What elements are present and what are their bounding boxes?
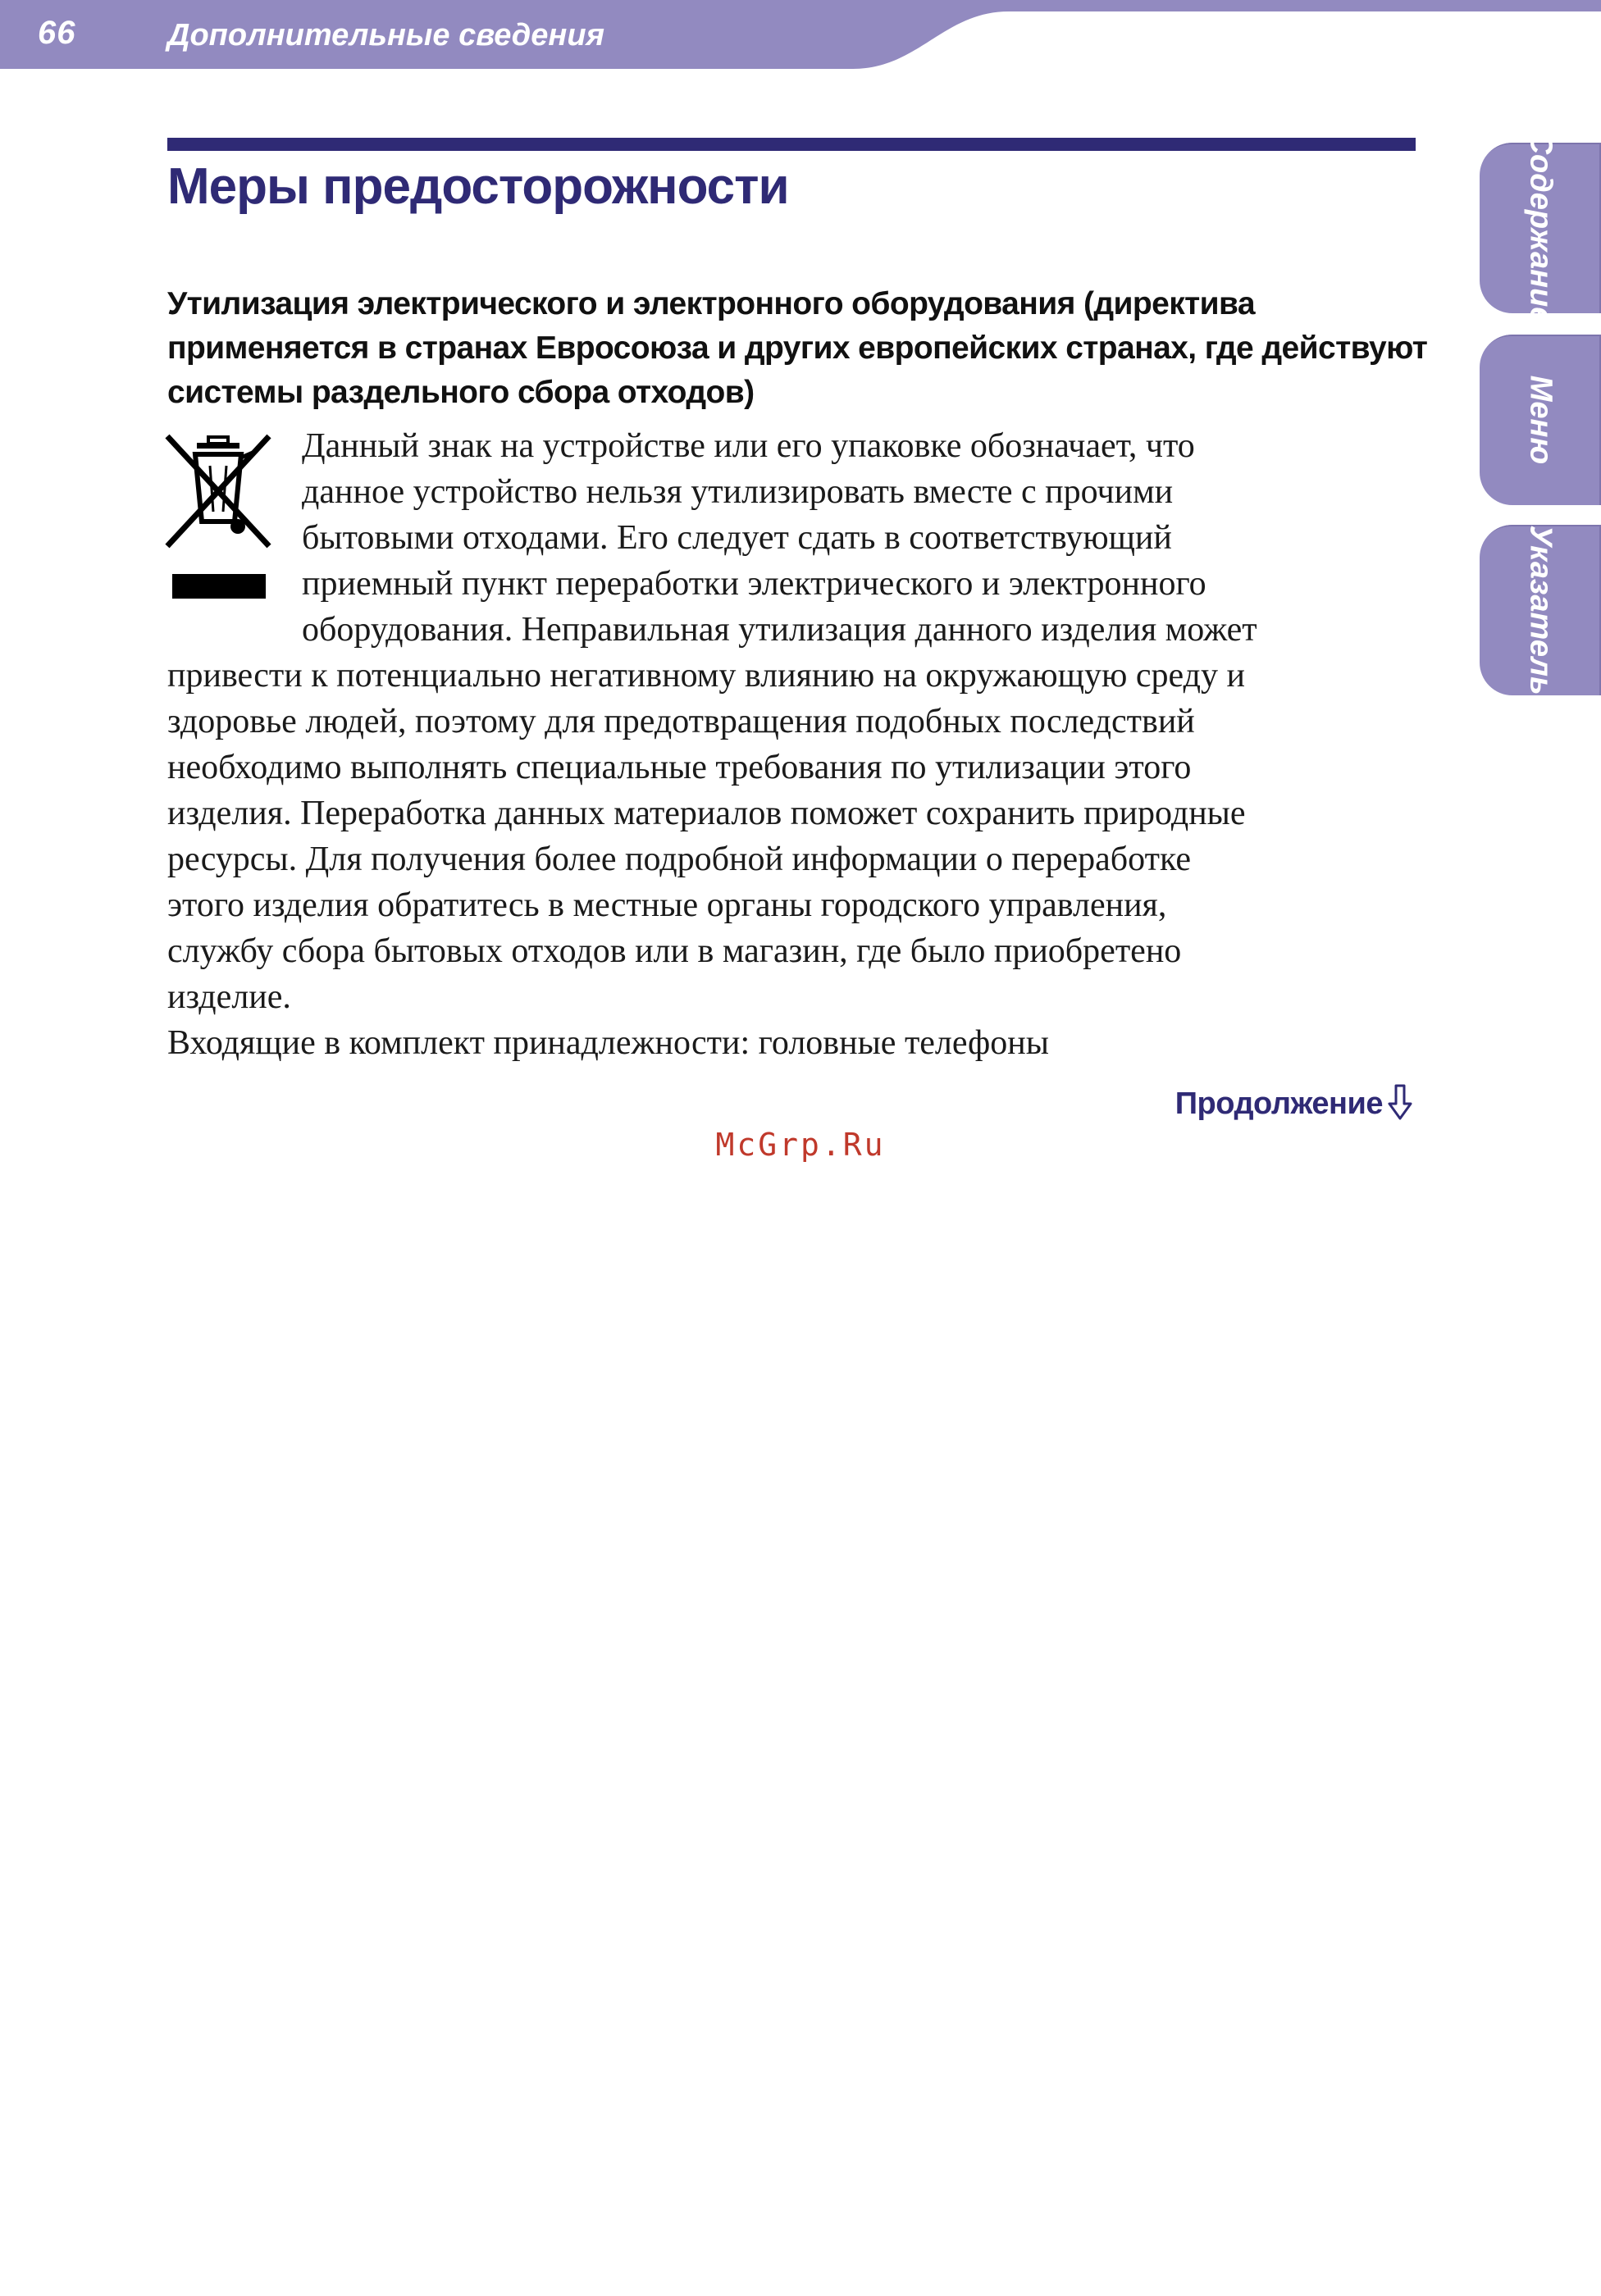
body-line: необходимо выполнять специальные требования по утилизации этого xyxy=(167,749,1192,786)
body-line: этого изделия обратитесь в местные органы городского управления, xyxy=(167,886,1167,924)
watermark: McGrp.Ru xyxy=(715,1127,886,1163)
page-number: 66 xyxy=(38,15,76,51)
body-line: ресурсы. Для получения более подробной информации о переработке xyxy=(167,840,1191,878)
arrow-down-icon xyxy=(1388,1084,1412,1120)
body-line: здоровье людей, поэтому для предотвращения подобных последствий xyxy=(167,703,1195,740)
tab-contents-label: Содержание xyxy=(1523,131,1558,325)
header-band xyxy=(0,0,1601,71)
tab-menu-label: Меню xyxy=(1523,375,1558,465)
body-line: оборудования. Неправильная утилизация данного изделия может xyxy=(302,611,1257,649)
body-line: изделия. Переработка данных материалов поможет сохранить природные xyxy=(167,795,1246,832)
disposal-body xyxy=(167,423,1430,1066)
title-rule xyxy=(167,138,1416,151)
page-title: Меры предосторожности xyxy=(167,158,789,215)
body-line: привести к потенциально негативному влиянию на окружающую среду и xyxy=(167,657,1245,695)
body-line: Данный знак на устройстве или его упаковке обозначает, что xyxy=(302,427,1195,465)
disposal-heading: Утилизация электрического и электронного оборудования (директива применяется в странах Евросоюза и других европейских странах, где действуют системы раздельного сбора отходов) xyxy=(167,286,1428,410)
section-label: Дополнительные сведения xyxy=(167,18,604,52)
body-line: службу сбора бытовых отходов или в магазин, где было приобретено xyxy=(167,932,1182,970)
accessories-line: Входящие в комплект принадлежности: головные телефоны xyxy=(167,1024,1049,1062)
continued-label: Продолжение xyxy=(1175,1086,1383,1121)
tab-index[interactable] xyxy=(1480,525,1601,695)
body-line: приемный пункт переработки электрического и электронного xyxy=(302,565,1206,603)
continued-link[interactable] xyxy=(1175,1084,1412,1122)
body-line: бытовыми отходами. Его следует сдать в соответствующий xyxy=(302,519,1172,557)
body-line: изделие. xyxy=(167,978,291,1016)
tab-menu[interactable] xyxy=(1480,335,1601,505)
tab-index-label: Указатель xyxy=(1523,525,1558,695)
body-line: данное устройство нельзя утилизировать вместе с прочими xyxy=(302,473,1174,511)
tab-contents[interactable] xyxy=(1480,131,1601,325)
